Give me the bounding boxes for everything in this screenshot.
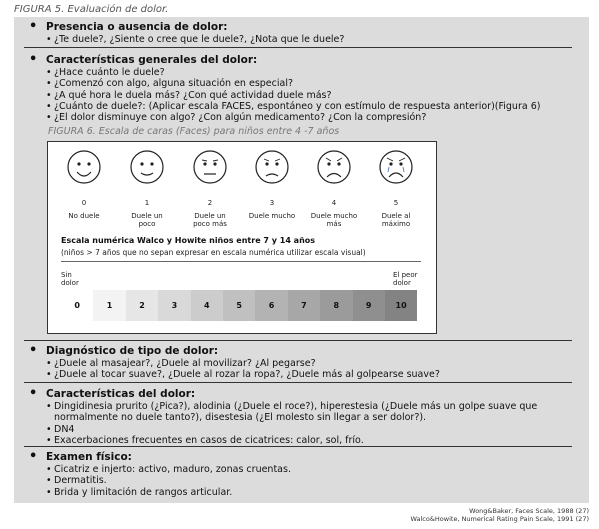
neutral-face-icon: [192, 149, 228, 185]
divider: [24, 446, 572, 447]
scale-cell: 0: [61, 290, 93, 321]
divider: [24, 47, 572, 48]
section-heading: • Características generales del dolor:: [24, 54, 572, 67]
scale-cell: 2: [126, 290, 158, 321]
face-label: Duele mucho: [248, 212, 296, 220]
section-diagnosis: [24, 345, 572, 381]
list-item: • Dermatitis.: [46, 475, 107, 487]
face-label: Duele mucho más: [310, 212, 358, 228]
section-pain-features: [24, 388, 572, 446]
list-item: • ¿Duele al tocar suave?, ¿Duele al rozar la ropa?, ¿Duele más al golpearse suave?: [46, 369, 440, 381]
faces-scale-box: [47, 141, 437, 334]
face-number: 4: [331, 199, 337, 207]
figure6-title: FIGURA 6. Escala de caras (Faces) para niños entre 4 -7 años: [48, 126, 340, 137]
face-number: 2: [207, 199, 213, 207]
list-item: • ¿Cuánto de duele?: (Aplicar escala FACES, espontáneo y con estímulo de respuesta anterior)(Figura 6): [46, 100, 541, 112]
list-item: • ¿Te duele?, ¿Siente o cree que le duele?, ¿Nota que le duele?: [46, 34, 345, 45]
scale-cell: 5: [223, 290, 255, 321]
scale-cell: 4: [191, 290, 223, 321]
scale-cell: 1: [93, 290, 125, 321]
list-item: • DN4: [46, 423, 75, 435]
divider: [24, 382, 572, 383]
credit-line: Wong&Baker, Faces Scale, 1988 (27): [469, 507, 589, 515]
divider: [61, 261, 421, 262]
scale-cell: 7: [288, 290, 320, 321]
scale-cell: 3: [158, 290, 190, 321]
list-item: • Dingidinesia prurito (¿Pica?), alodinia (¿Duele el roce?), hiperestesia (¿Duele más un golpe suave que normalmente no duele tanto?), disestesia (¿El molesto sin llegar a ser dolor?).: [46, 401, 538, 424]
list-item: • ¿Duele al masajear?, ¿Duele al movilizar? ¿Al pegarse?: [46, 358, 316, 369]
numeric-scale-title: Escala numérica Walco y Howite niños entre 7 y 14 años: [61, 236, 316, 245]
list-item: • Brida y limitación de rangos articular.: [46, 486, 233, 498]
face-label: Duele un poco más: [193, 212, 227, 228]
credits: [410, 507, 589, 523]
section-heading: • Diagnóstico de tipo de dolor:: [24, 345, 572, 358]
numeric-scale-subtitle: (niños > 7 años que no sepan expresar en escala numérica utilizar escala visual): [61, 248, 366, 257]
scale-min-label: Sin dolor: [61, 271, 79, 287]
face-number: 3: [269, 199, 275, 207]
credit-line: Walco&Howite, Numerical Rating Pain Scale, 1991 (27): [410, 515, 589, 523]
list-item: • Cicatriz e injerto: activo, maduro, zonas cruentas.: [46, 464, 291, 475]
section-exam: [24, 451, 572, 498]
list-item: • ¿El dolor disminuye con algo? ¿Con algún medicamento? ¿Con la compresión?: [46, 112, 427, 124]
list-item: • ¿A qué hora le duela más? ¿Con qué actividad duele más?: [46, 89, 332, 101]
scale-cell: 8: [320, 290, 352, 321]
scale-cell: 10: [385, 290, 417, 321]
section-heading: • Examen físico:: [24, 451, 572, 464]
scale-max-label: El peor dolor: [393, 271, 418, 287]
section-presence: [24, 21, 572, 45]
section-heading: • Presencia o ausencia de dolor:: [24, 21, 572, 34]
list-item: • Exacerbaciones frecuentes en casos de cicatrices: calor, sol, frío.: [46, 434, 364, 446]
happy-face-icon: [66, 149, 102, 185]
face-number: 0: [81, 199, 87, 207]
frown-face-icon: [316, 149, 352, 185]
figure5-title: FIGURA 5. Evaluación de dolor.: [14, 4, 169, 15]
smile-face-icon: [129, 149, 165, 185]
section-characteristics: [24, 54, 572, 123]
sad-face-icon: [254, 149, 290, 185]
scale-cell: 6: [255, 290, 287, 321]
scale-cell: 9: [353, 290, 385, 321]
face-label: No duele: [68, 212, 100, 220]
numeric-scale-cells: [61, 290, 417, 321]
list-item: • ¿Comenzó con algo, alguna situación en especial?: [46, 78, 294, 90]
divider: [24, 340, 572, 341]
crying-face-icon: [378, 149, 414, 185]
section-heading: • Características del dolor:: [24, 388, 572, 401]
face-label: Duele al máximo: [381, 212, 411, 228]
face-number: 1: [144, 199, 150, 207]
face-number: 5: [393, 199, 399, 207]
face-label: Duele un poco: [131, 212, 163, 228]
list-item: • ¿Hace cuánto le duele?: [46, 67, 165, 78]
